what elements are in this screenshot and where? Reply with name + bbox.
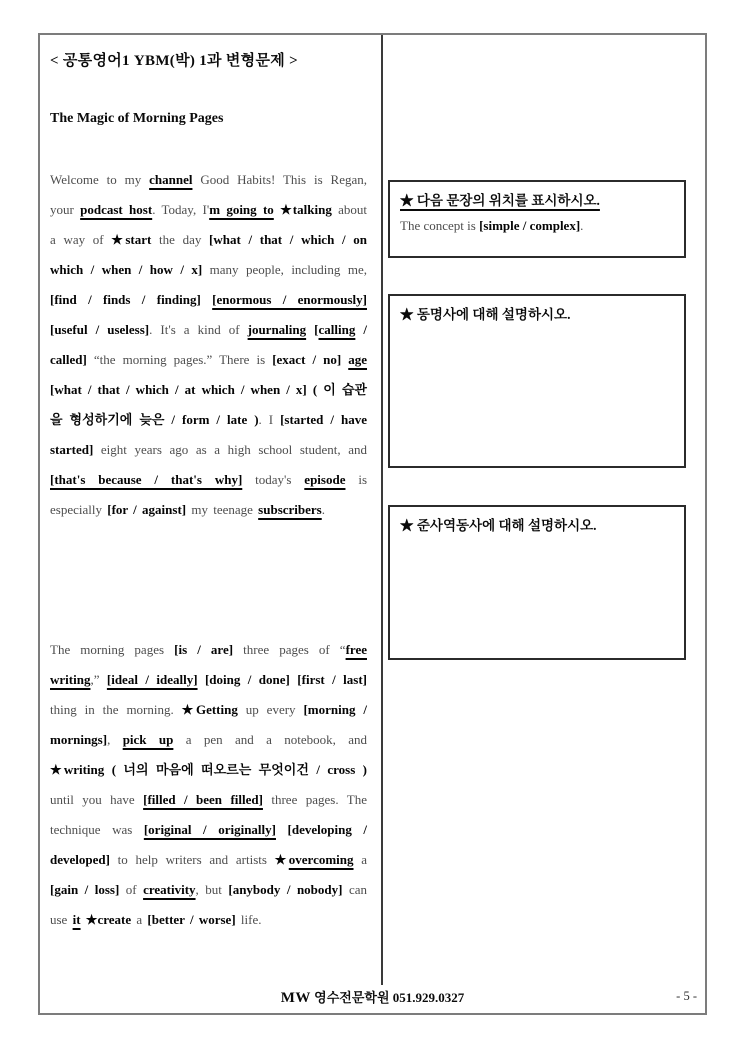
- question-box-header: ★ 다음 문장의 위치를 표시하시오.: [400, 193, 600, 208]
- doc-subtitle: The Magic of Morning Pages: [50, 111, 224, 126]
- page-border: [38, 33, 707, 1015]
- question-box-body: [390, 323, 684, 332]
- paragraph-2: The morning pages [is / are] three pages of “free writing,” [ideal / ideally] [doing / done] [first / last] thing in the morning. ★Getting up every [morning / mornings], pick up a pen and a notebook, and ★writing ( 너의 마음에 떠오르는 무엇이건 / cross ) until you have [filled / been filled] three pages. The technique was [original / originally] [developing / developed] to help writers and artists ★overcoming a [gain / loss] of creativity, but [anybody / nobody] can use it ★create a [better / worse] life.: [50, 642, 368, 927]
- footer-academy-text: 영수전문학원 051.929.0327: [310, 990, 465, 1005]
- paragraph-1: Welcome to my channel Good Habits! This is Regan, your podcast host. Today, I'm going to ★talking about a way of ★start the day [what / that / which / on which / when / how / x] many people, including me, [find / finds / finding] [enormous / enormously] [useful / useless]. It's a kind of journaling [calling / called] “the morning pages.” There is [exact / no] age [what / that / which / at which / when / x] ( 이 습관을 형성하기에 늦은 / form / late ). I [started / have started] eight years ago as a high school student, and [that's because / that's why] today's episode is especially [for / against] my teenage subscribers.: [50, 172, 368, 517]
- question-box-semi-causative: [388, 505, 686, 660]
- question-box-header: ★ 동명사에 대해 설명하시오.: [400, 307, 571, 322]
- footer-page-number: - 5 -: [676, 989, 697, 1003]
- column-divider: [381, 35, 383, 985]
- question-box-gerund: [388, 294, 686, 468]
- question-box-body: [390, 534, 684, 543]
- question-box-header: ★ 준사역동사에 대해 설명하시오.: [400, 518, 597, 533]
- question-box-body: The concept is [simple / complex].: [400, 218, 584, 233]
- question-box-sentence-position: [388, 180, 686, 258]
- footer-brand: MW: [280, 990, 311, 1006]
- footer-academy: [40, 987, 705, 1007]
- doc-title: < 공통영어1 YBM(박) 1과 변형문제 >: [50, 53, 298, 69]
